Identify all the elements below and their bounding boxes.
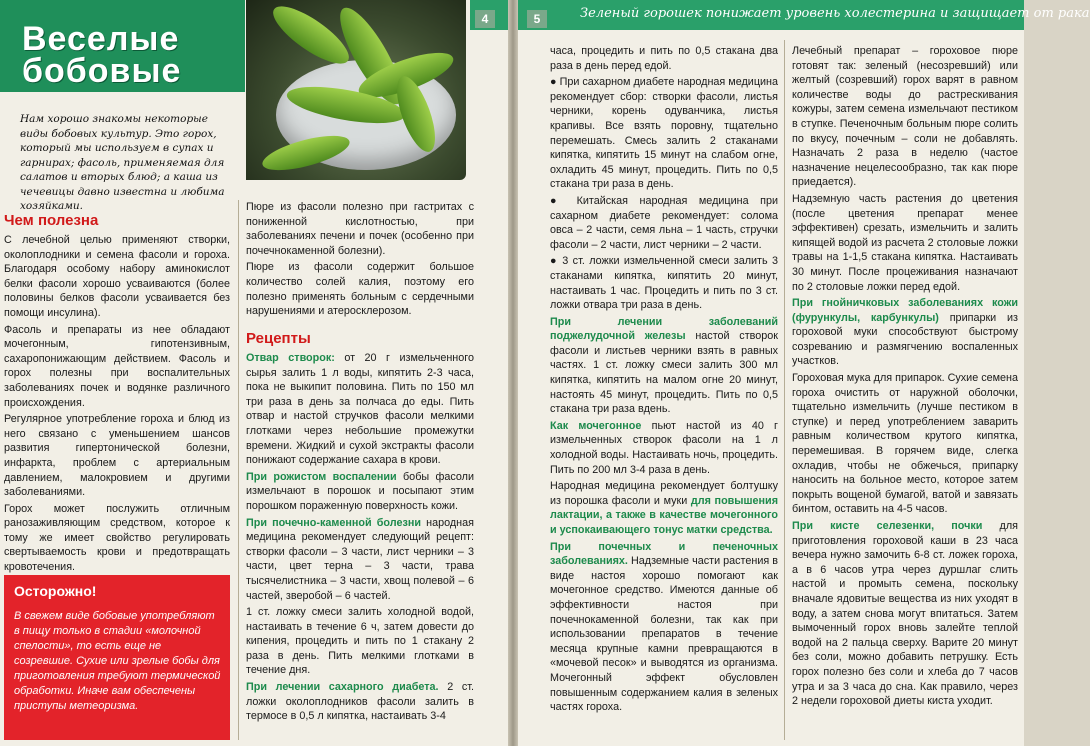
- paragraph: [550, 419, 778, 477]
- paragraph: [792, 519, 1018, 709]
- recipe-title: При рожистом воспалении: [246, 470, 397, 483]
- left-page: [0, 0, 512, 746]
- recipe-body: бобы фасоли измельчают в порошок и посыпают этим порошком пораженную поверхность кожи.: [246, 470, 474, 512]
- column-4-text: [792, 44, 1018, 711]
- page-gutter: [508, 0, 518, 746]
- paragraph: Пюре из фасоли полезно при гастритах с пониженной кислотностью, при заболеваниях печени и почек (особенно при почечнокаменной болезни).: [246, 201, 474, 257]
- paragraph-body: Народная медицина рекомендует болтушку из порошка фасоли и муки: [550, 480, 778, 507]
- bullet-item: ● 3 ст. ложки измельченной смеси залить 3 стаканами кипятка, кипятить 20 минут, настаивать 1 час. Процедить и пить по 3 ст. ложки отвара три раза в день.: [550, 255, 778, 312]
- recipe-paragraph: [246, 351, 474, 468]
- benefits-paragraph: С лечебной целью применяют створки, околоплодники и семена фасоли и гороха. Благодаря особому набору аминокислот белки фасоли хорошо усваиваются (более половины белков фасоли усваивается без помощи инсулина).: [4, 234, 230, 319]
- paragraph: [550, 540, 778, 715]
- recipe-body: народная медицина рекомендует следующий рецепт: створки фасоли – 3 части, лист черники – 3 части, цвет терна – 3 части, трава тысячелистника – 3 части, хвощ полевой – 6 частей, зверобой – 6 частей.: [246, 516, 474, 602]
- recipe-paragraph: [246, 470, 474, 514]
- subheading: При кисте селезенки, почки: [792, 520, 983, 532]
- paragraph: [550, 315, 778, 417]
- subheading: При лечении заболеваний поджелудочной железы: [550, 315, 778, 343]
- subheading: Как мочегонное: [550, 419, 642, 432]
- recipe-body: от 20 г измельченного сырья залить 1 л воды, кипятить 2-3 часа, пока не выкипит половина. Пить по 150 мл три раза в день за полчаса до еды. Пить отвар и настой стручков фасоли мелкими глотками через небольшие промежутки времени. Жидкий и сухой экстракты фасоли понижают содержание сахара в крови.: [246, 352, 474, 467]
- column-divider: [784, 40, 785, 740]
- paragraph: [550, 479, 778, 537]
- subheading: для повышения лактации, а также в качестве мочегонного и успокаивающего тонус матки средства.: [550, 494, 778, 536]
- title-line-1: Веселые: [22, 20, 180, 58]
- warning-box: [4, 575, 230, 740]
- subheading: При почечных и печеночных заболеваниях.: [550, 540, 778, 568]
- recipes-text: [246, 351, 474, 726]
- page-number-left: 4: [475, 10, 495, 28]
- paragraph: Надземную часть растения до цветения (после цветения препарат менее эффективен) срезать, измельчить и залить кипящей водой из расчета 2 столовые ложки травы на 1-1,5 стакана кипятка. Настаивать 30 минут. После процеживания назначают по 2 столовые ложки перед едой.: [792, 192, 1018, 293]
- header-banner: Зеленый горошек понижает уровень холестерина и защищает от рака: [580, 6, 1090, 21]
- column-2-text: [246, 200, 474, 321]
- warning-title: Осторожно!: [14, 583, 97, 599]
- recipe-paragraph: [246, 680, 474, 724]
- benefits-paragraph: Регулярное употребление гороха и блюд из него связано с уменьшением шансов развития гипертонической болезни, инфаркта, проблем с артериальным давлением, малокровием и другими заболеваниями.: [4, 413, 230, 499]
- recipe-body: 2 ст. ложки околоплодников фасоли залить в термосе в 0,5 л кипятка, настаивать 3-4: [246, 681, 474, 723]
- column-3-text: [550, 44, 778, 717]
- recipe-paragraph: [246, 516, 474, 604]
- recipes-heading: Рецепты: [246, 330, 311, 347]
- recipe-title: Отвар створок:: [246, 352, 335, 364]
- recipe-title: При почечно-каменной болезни: [246, 516, 422, 529]
- recipe-paragraph: 1 ст. ложку смеси залить холодной водой, настаивать в течение 6 ч, затем довести до кипения, процедить и пить по 1 стакану 2 раза в день. Пить мелкими глотками в течение дня.: [246, 606, 474, 677]
- title-box: [0, 0, 245, 92]
- paragraph-body: припарки из гороховой муки способствуют быстрому созреванию и размягчению воспаленных участков.: [792, 311, 1018, 368]
- benefits-heading: Чем полезна: [4, 212, 99, 229]
- page-number-right: 5: [527, 10, 547, 28]
- intro-text: Нам хорошо знакомы некоторые виды бобовых культур. Это горох, который мы используем в супах и гарнирах; фасоль, применяемая для салатов и вторых блюд; а каша из чечевицы давно известна и любима хозяйками.: [20, 113, 225, 212]
- paragraph-body: для приготовления гороховой каши в 23 часа вечера нужно замочить 6-8 ст. ложек гороха, а в 6 часов утра через дуршлаг слить настой и промыть семена, поскольку вначале ядовитые вещества из них уходят в воду, а затем снова могут впитаться. Затем вымоченный горох вновь залейте теплой водой на 2 пальца сверху. Варите 20 минут без соли, можно добавить петрушку. Есть горох полезно без соли и хлеба до 7 часов утра и за 3 часа до сна. Как правило, через 2 недели гороховой диеты киста уходит.: [792, 520, 1019, 708]
- bullet-item: ● Китайская народная медицина при сахарном диабете рекомендует: солома овса – 2 части, семя льна – 1 часть, стручки фасоли – 2 части, лист черники – 2 части.: [550, 194, 778, 251]
- paragraph-body: пьют настой из 40 г измельченных створок фасоли на 1 л холодной воды. Настаивать ночь, процедить. Пить по 200 мл 3-4 раза в день.: [550, 419, 778, 476]
- benefits-paragraph: Фасоль и препараты из нее обладают мочегонным, гипотензивным, сахаропонижающим действием. Фасоль и горох полезны при воспалительных заболеваниях почек и водянке различного происхождения.: [4, 323, 230, 409]
- paragraph: Гороховая мука для припарок. Сухие семена гороха очистить от наружной оболочки, тщательно измельчить (лучше пестиком в ступке) и перед употреблением заварить равным количеством крутого кипятка, перемешивая. В горячем виде, слегка охладив, чтобы не обжечься, припарку наносить на больное место, которое затем покрыть вощеной бумагой, ватой и завязать бинтом, оставить на 4-5 часов.: [792, 372, 1019, 516]
- column-divider: [238, 200, 239, 740]
- bullet-item: ● При сахарном диабете народная медицина рекомендует сбор: створки фасоли, листья черники, корень одуванчика, листья крапивы. Все взять поровну, тщательно перемешать. Смесь залить 2 стаканами кипятка, кипятить 15 минут на слабом огне, охладить 45 минут, процедить. Пить по 0,5 стакана три раза в день.: [550, 76, 778, 191]
- benefits-text: [4, 233, 230, 577]
- paragraph: часа, процедить и пить по 0,5 стакана два раза в день перед едой.: [550, 45, 778, 72]
- paragraph: Лечебный препарат – гороховое пюре готовят так: зеленый (несозревший) или желтый (созревший) горох варят в равном количестве воды до растрескивания кожуры, затем семена измельчают пестиком в ступке. Печеночным больным пюре солить по вкусу, почечным – соли не добавлять. Назначать 2 раза в неделю (частое назначение нецелесообразно, так как пюре приедается).: [792, 45, 1018, 189]
- benefits-paragraph: Горох может послужить отличным ранозаживляющим средством, которое к тому же имеет свойство регулировать свертываемость крови и предотвращать кровотечения.: [4, 502, 230, 574]
- subheading: При гнойничковых заболеваниях кожи (фурункулы, карбункулы): [792, 297, 1018, 324]
- paragraph: Пюре из фасоли содержит большое количество солей калия, поэтому его полезно применять больным с сердечными нарушениями и атеросклерозом.: [246, 261, 474, 318]
- right-page: [512, 0, 1090, 746]
- paragraph: [792, 296, 1018, 369]
- beans-photo: [246, 0, 466, 180]
- title-line-2: бобовые: [22, 52, 182, 90]
- paragraph-body: Надземные части растения в виде настоя хорошо помогают как мочегонное средство. Имеются данные об эффективности настоя при почечнокаменной болезни, так как при использовании препаратов в течение месяца крупные камни превращаются в «мочевой песок» и выводятся из организма. Мочегонный эффект обусловлен повышенным содержанием калия в зеленых частях гороха.: [550, 555, 778, 714]
- paragraph-body: настой створок фасоли и листьев черники взять в равных частях. 1 ст. ложку смеси залить 300 мл кипятка, кипятить на малом огне 20 минут, настоять 45 минут, процедить. Пить по 0,5 стакана три раза вдень.: [550, 330, 778, 416]
- recipe-title: При лечении сахарного диабета.: [246, 681, 439, 694]
- warning-text: В свежем виде бобовые употребляют в пищу только в стадии «молочной спелости», то есть еще не созревшие. Сухие или зрелые бобы для приготовления требуют термической обработки. Иначе вам обеспечены приступы метеоризма.: [14, 610, 221, 712]
